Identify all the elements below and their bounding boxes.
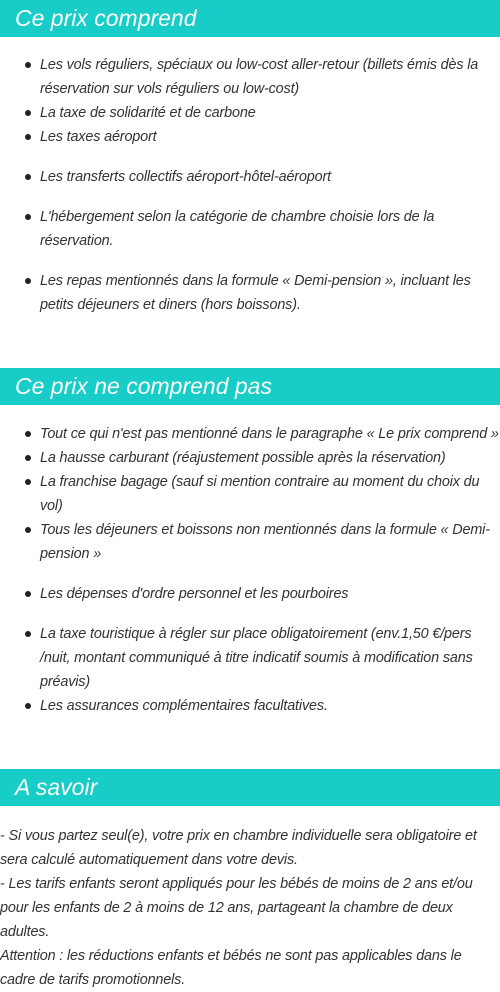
list-item: Les taxes aéroport <box>22 125 500 149</box>
section-included <box>0 0 500 317</box>
section-not-included <box>0 368 500 718</box>
note-line: - Les tarifs enfants seront appliqués pour les bébés de moins de 2 ans et/ou pour les enfants de 2 à moins de 12 ans, partageant la chambre de deux adultes. <box>0 876 473 940</box>
list-item: Les dépenses d'ordre personnel et les pourboires <box>22 582 500 606</box>
not-included-list <box>0 422 500 718</box>
list-item: Tout ce qui n'est pas mentionné dans le paragraphe « Le prix comprend » <box>22 422 500 446</box>
list-item: La franchise bagage (sauf si mention contraire au moment du choix du vol) <box>22 470 500 518</box>
list-item: La taxe de solidarité et de carbone <box>22 101 500 125</box>
good-to-know-notes <box>0 824 500 992</box>
included-list <box>0 53 500 317</box>
section-title-good-to-know: A savoir <box>0 769 500 806</box>
section-title-not-included: Ce prix ne comprend pas <box>0 368 500 405</box>
note-line: Attention : les réductions enfants et bébés ne sont pas applicables dans le cadre de tarifs promotionnels. <box>0 948 462 988</box>
list-item: Tous les déjeuners et boissons non mentionnés dans la formule « Demi-pension » <box>22 518 500 566</box>
list-item: Les assurances complémentaires facultatives. <box>22 694 500 718</box>
list-item: Les vols réguliers, spéciaux ou low-cost aller-retour (billets émis dès la réservation sur vols réguliers ou low-cost) <box>22 53 500 101</box>
section-good-to-know <box>0 769 500 992</box>
list-item: La taxe touristique à régler sur place obligatoirement (env.1,50 €/pers /nuit, montant communiqué à titre indicatif soumis à modification sans préavis) <box>22 622 500 694</box>
list-item: La hausse carburant (réajustement possible après la réservation) <box>22 446 500 470</box>
note-line: - Si vous partez seul(e), votre prix en chambre individuelle sera obligatoire et sera calculé automatiquement dans votre devis. <box>0 828 477 868</box>
list-item: Les transferts collectifs aéroport-hôtel-aéroport <box>22 165 500 189</box>
section-title-included: Ce prix comprend <box>0 0 500 37</box>
list-item: Les repas mentionnés dans la formule « Demi-pension », incluant les petits déjeuners et diners (hors boissons). <box>22 269 500 317</box>
list-item: L'hébergement selon la catégorie de chambre choisie lors de la réservation. <box>22 205 500 253</box>
